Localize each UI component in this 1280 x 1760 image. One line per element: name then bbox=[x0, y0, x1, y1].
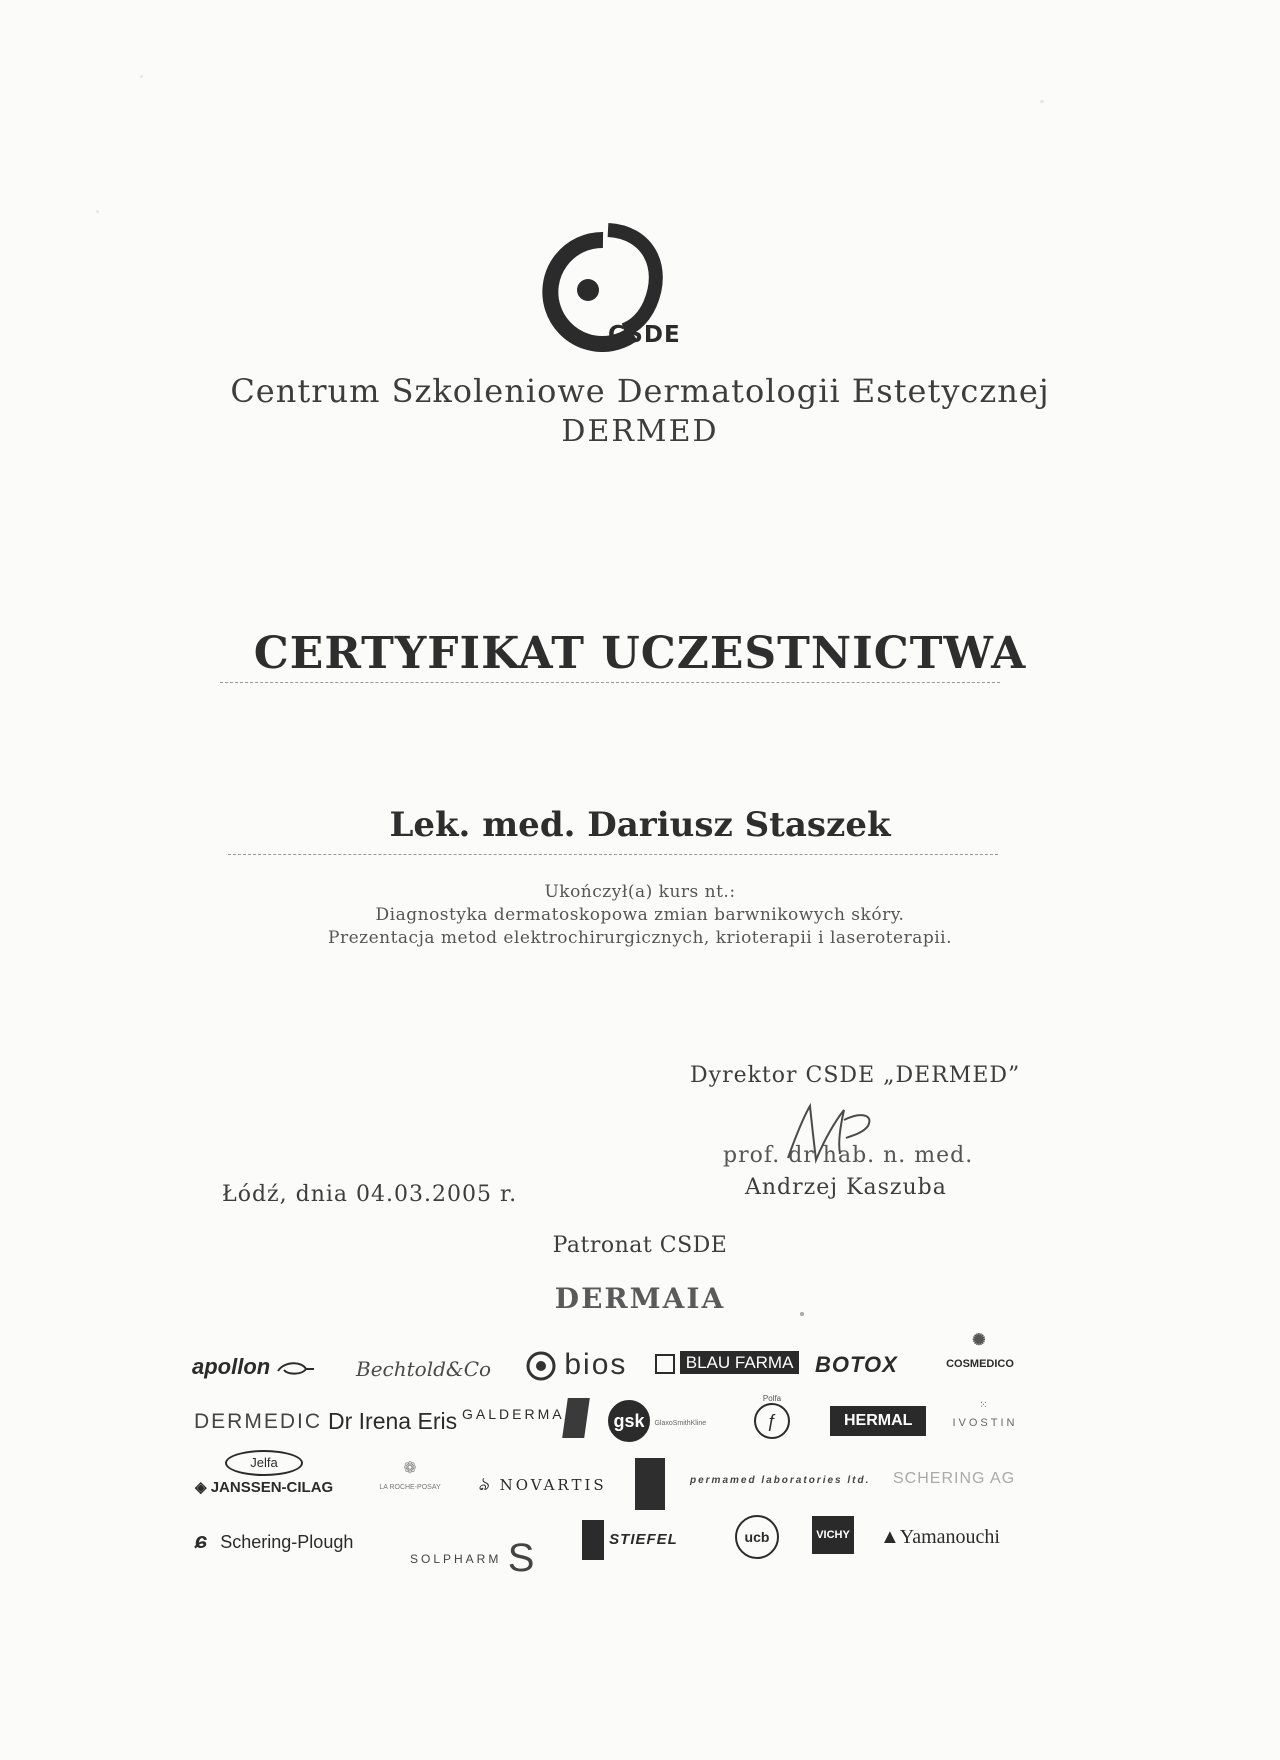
patron-logo: DERMAIA bbox=[554, 1282, 726, 1315]
director-title: Dyrektor CSDE „DERMED” bbox=[690, 1063, 1021, 1088]
sponsor-dermedic: DERMEDIC bbox=[194, 1410, 323, 1433]
sponsor-yamanouchi: ▲Yamanouchi bbox=[880, 1526, 1000, 1548]
sponsor-ivostin: ⁙ IVOSTIN bbox=[950, 1400, 1020, 1429]
patronage-label: Patronat CSDE bbox=[552, 1233, 728, 1258]
ivostin-dots-icon: ⁙ bbox=[979, 1400, 991, 1411]
director-name: Andrzej Kaszuba bbox=[745, 1175, 947, 1200]
sponsor-blaufarma: BLAU FARMA bbox=[655, 1353, 799, 1374]
sponsor-solpharm: SOLPHARM S bbox=[410, 1536, 535, 1580]
logo-abbreviation: CSDE bbox=[608, 322, 681, 348]
certificate-title: CERTYFIKAT UCZESTNICTWA bbox=[253, 628, 1027, 679]
director-degree: prof. dr hab. n. med. bbox=[723, 1143, 974, 1168]
sponsor-novartis: ঌ NOVARTIS bbox=[478, 1474, 607, 1495]
sponsor-stiefel: STIEFEL bbox=[582, 1520, 678, 1560]
janssen-logo: ◈ JANSSEN-CILAG bbox=[195, 1479, 334, 1496]
scan-speck bbox=[1040, 100, 1044, 103]
bios-flower-icon bbox=[526, 1351, 556, 1381]
apollon-mark-icon bbox=[276, 1359, 316, 1377]
scan-speck bbox=[96, 210, 99, 213]
recipient-underline bbox=[228, 854, 998, 855]
sponsor-black-emblem-icon bbox=[635, 1458, 665, 1510]
sponsor-permamed: permamed laboratories ltd. bbox=[690, 1475, 871, 1486]
laroche-emblem-icon: ❁ bbox=[403, 1460, 417, 1477]
organization-short-name: DERMED bbox=[561, 414, 719, 449]
sponsor-cosmedico: ✺ COSMEDICO bbox=[940, 1330, 1020, 1370]
sponsor-schering-plough: ɕ Schering-Plough bbox=[195, 1528, 354, 1553]
sponsor-irena-eris: Dr Irena Eris bbox=[328, 1408, 458, 1434]
sponsor-laroche: ❁ LA ROCHE-POSAY bbox=[365, 1458, 455, 1491]
sponsor-hermal: HERMAL bbox=[830, 1406, 926, 1436]
sponsor-ucb: ucb bbox=[735, 1515, 779, 1559]
novartis-flame-icon: ঌ bbox=[478, 1474, 492, 1495]
sponsor-vichy: VICHY bbox=[812, 1516, 854, 1554]
place-and-date: Łódź, dnia 04.03.2005 r. bbox=[222, 1182, 518, 1207]
title-underline bbox=[220, 682, 1000, 683]
blaufarma-square-icon bbox=[655, 1354, 675, 1374]
organization-name: Centrum Szkoleniowe Dermatologii Estetycznej bbox=[230, 372, 1050, 410]
sponsor-bechtold: Bechtold&Co bbox=[356, 1357, 492, 1381]
recipient-name: Lek. med. Dariusz Staszek bbox=[389, 805, 891, 845]
cosmedico-sun-icon: ✺ bbox=[972, 1332, 988, 1349]
stiefel-mark-icon bbox=[582, 1520, 604, 1560]
solpharm-s-icon: S bbox=[507, 1536, 535, 1580]
sponsor-bios: bios bbox=[526, 1348, 627, 1382]
course-line-1: Diagnostyka dermatoskopowa zmian barwnikowych skóry. bbox=[375, 905, 905, 925]
sponsor-apollon: apollon bbox=[192, 1354, 316, 1380]
sponsor-jelfa-janssen bbox=[195, 1450, 345, 1496]
scan-speck bbox=[140, 75, 143, 78]
sponsor-polfa: Polfa ƒ bbox=[742, 1394, 802, 1439]
sponsor-gsk: gsk GlaxoSmithKline bbox=[608, 1400, 706, 1442]
course-line-2: Prezentacja metod elektrochirurgicznych, krioterapii i laseroterapii. bbox=[328, 928, 952, 948]
sponsor-schering-ag: SCHERING AG bbox=[893, 1470, 1016, 1487]
polfa-emblem-icon: ƒ bbox=[754, 1403, 790, 1439]
yamanouchi-mark-icon: ▲ bbox=[880, 1526, 900, 1548]
jelfa-oval-logo: Jelfa bbox=[225, 1450, 303, 1476]
galderma-mark-icon bbox=[562, 1398, 590, 1438]
sponsor-galderma: GALDERMA bbox=[462, 1406, 565, 1422]
sponsor-botox: BOTOX bbox=[815, 1352, 898, 1377]
schering-plough-mark-icon: ɕ bbox=[195, 1528, 208, 1553]
completed-label: Ukończył(a) kurs nt.: bbox=[544, 882, 736, 902]
